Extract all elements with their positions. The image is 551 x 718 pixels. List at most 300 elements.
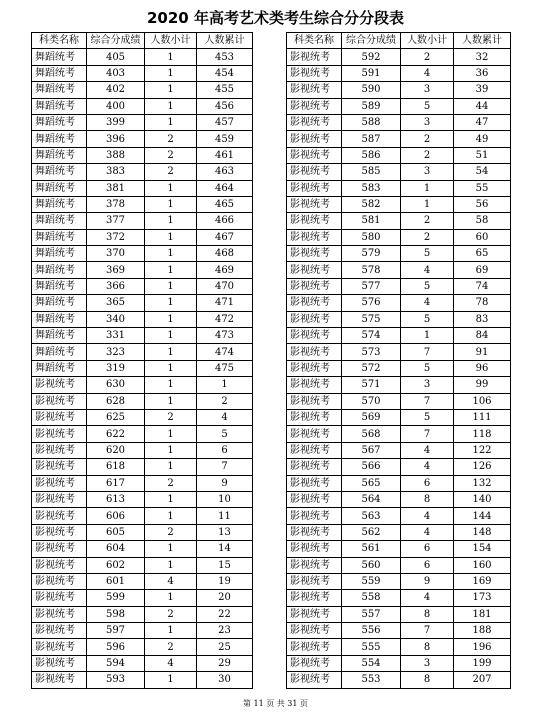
table-row bbox=[287, 328, 511, 344]
cell-cumulative: 466 bbox=[197, 213, 253, 229]
cell-category: 舞蹈统考 bbox=[32, 98, 87, 114]
cell-category: 舞蹈统考 bbox=[32, 278, 87, 294]
cell-category: 影视统考 bbox=[32, 491, 87, 507]
cell-category: 影视统考 bbox=[287, 246, 342, 262]
table-row bbox=[32, 541, 253, 557]
cell-count: 8 bbox=[401, 672, 454, 688]
cell-count: 6 bbox=[401, 541, 454, 557]
cell-category: 影视统考 bbox=[287, 442, 342, 458]
cell-category: 影视统考 bbox=[287, 590, 342, 606]
cell-cumulative: 15 bbox=[197, 557, 253, 573]
cell-cumulative: 56 bbox=[454, 196, 511, 212]
cell-category: 影视统考 bbox=[287, 49, 342, 65]
cell-score: 587 bbox=[342, 131, 401, 147]
cell-category: 影视统考 bbox=[287, 295, 342, 311]
table-row bbox=[287, 672, 511, 688]
cell-category: 影视统考 bbox=[32, 557, 87, 573]
cell-score: 323 bbox=[87, 344, 145, 360]
cell-count: 1 bbox=[145, 262, 197, 278]
cell-score: 581 bbox=[342, 213, 401, 229]
cell-cumulative: 461 bbox=[197, 147, 253, 163]
cell-count: 3 bbox=[401, 377, 454, 393]
cell-score: 580 bbox=[342, 229, 401, 245]
cell-count: 5 bbox=[401, 409, 454, 425]
cell-score: 589 bbox=[342, 98, 401, 114]
cell-cumulative: 36 bbox=[454, 65, 511, 81]
cell-score: 593 bbox=[87, 672, 145, 688]
cell-cumulative: 457 bbox=[197, 114, 253, 130]
cell-category: 影视统考 bbox=[287, 114, 342, 130]
table-row bbox=[32, 393, 253, 409]
cell-category: 影视统考 bbox=[32, 524, 87, 540]
table-row bbox=[32, 655, 253, 671]
table-row bbox=[287, 508, 511, 524]
cell-category: 影视统考 bbox=[32, 459, 87, 475]
cell-count: 4 bbox=[401, 590, 454, 606]
cell-score: 377 bbox=[87, 213, 145, 229]
cell-cumulative: 454 bbox=[197, 65, 253, 81]
cell-count: 2 bbox=[145, 164, 197, 180]
cell-category: 影视统考 bbox=[287, 147, 342, 163]
table-row bbox=[32, 360, 253, 376]
table-row bbox=[32, 557, 253, 573]
cell-cumulative: 148 bbox=[454, 524, 511, 540]
table-row bbox=[32, 442, 253, 458]
cell-category: 影视统考 bbox=[287, 65, 342, 81]
cell-cumulative: 111 bbox=[454, 409, 511, 425]
cell-cumulative: 22 bbox=[197, 606, 253, 622]
cell-category: 影视统考 bbox=[287, 229, 342, 245]
cell-cumulative: 44 bbox=[454, 98, 511, 114]
cell-cumulative: 118 bbox=[454, 426, 511, 442]
cell-cumulative: 456 bbox=[197, 98, 253, 114]
cell-count: 1 bbox=[145, 180, 197, 196]
table-row bbox=[32, 590, 253, 606]
cell-cumulative: 459 bbox=[197, 131, 253, 147]
cell-cumulative: 106 bbox=[454, 393, 511, 409]
cell-score: 562 bbox=[342, 524, 401, 540]
cell-cumulative: 468 bbox=[197, 246, 253, 262]
cell-cumulative: 173 bbox=[454, 590, 511, 606]
cell-score: 630 bbox=[87, 377, 145, 393]
cell-score: 601 bbox=[87, 573, 145, 589]
cell-category: 影视统考 bbox=[287, 213, 342, 229]
cell-score: 594 bbox=[87, 655, 145, 671]
table-row bbox=[287, 557, 511, 573]
cell-count: 1 bbox=[401, 328, 454, 344]
cell-score: 574 bbox=[342, 328, 401, 344]
cell-cumulative: 473 bbox=[197, 328, 253, 344]
cell-count: 5 bbox=[401, 246, 454, 262]
cell-score: 573 bbox=[342, 344, 401, 360]
table-row bbox=[287, 573, 511, 589]
score-table-left bbox=[31, 32, 253, 689]
cell-score: 576 bbox=[342, 295, 401, 311]
cell-category: 影视统考 bbox=[32, 508, 87, 524]
cell-count: 7 bbox=[401, 344, 454, 360]
cell-score: 365 bbox=[87, 295, 145, 311]
cell-count: 4 bbox=[145, 573, 197, 589]
table-row bbox=[32, 180, 253, 196]
cell-score: 554 bbox=[342, 655, 401, 671]
cell-count: 2 bbox=[401, 147, 454, 163]
cell-category: 舞蹈统考 bbox=[32, 82, 87, 98]
cell-score: 566 bbox=[342, 459, 401, 475]
cell-category: 影视统考 bbox=[287, 623, 342, 639]
cell-cumulative: 60 bbox=[454, 229, 511, 245]
cell-category: 影视统考 bbox=[32, 541, 87, 557]
cell-cumulative: 181 bbox=[454, 606, 511, 622]
cell-cumulative: 32 bbox=[454, 49, 511, 65]
cell-cumulative: 453 bbox=[197, 49, 253, 65]
cell-count: 1 bbox=[145, 557, 197, 573]
cell-cumulative: 74 bbox=[454, 278, 511, 294]
cell-category: 影视统考 bbox=[287, 409, 342, 425]
table-row bbox=[287, 459, 511, 475]
cell-category: 影视统考 bbox=[287, 491, 342, 507]
cell-category: 舞蹈统考 bbox=[32, 180, 87, 196]
table-row bbox=[287, 262, 511, 278]
cell-score: 319 bbox=[87, 360, 145, 376]
cell-score: 366 bbox=[87, 278, 145, 294]
cell-score: 591 bbox=[342, 65, 401, 81]
cell-score: 588 bbox=[342, 114, 401, 130]
table-row bbox=[32, 606, 253, 622]
cell-category: 舞蹈统考 bbox=[32, 246, 87, 262]
cell-score: 618 bbox=[87, 459, 145, 475]
cell-count: 1 bbox=[145, 114, 197, 130]
cell-score: 590 bbox=[342, 82, 401, 98]
cell-score: 405 bbox=[87, 49, 145, 65]
cell-count: 1 bbox=[145, 82, 197, 98]
cell-cumulative: 463 bbox=[197, 164, 253, 180]
cell-count: 9 bbox=[401, 573, 454, 589]
table-row bbox=[32, 524, 253, 540]
table-row bbox=[287, 180, 511, 196]
cell-category: 舞蹈统考 bbox=[32, 114, 87, 130]
cell-score: 561 bbox=[342, 541, 401, 557]
cell-cumulative: 69 bbox=[454, 262, 511, 278]
table-header-row bbox=[287, 33, 511, 49]
table-row bbox=[32, 475, 253, 491]
cell-cumulative: 13 bbox=[197, 524, 253, 540]
cell-category: 舞蹈统考 bbox=[32, 344, 87, 360]
cell-cumulative: 51 bbox=[454, 147, 511, 163]
cell-category: 影视统考 bbox=[287, 524, 342, 540]
table-row bbox=[32, 114, 253, 130]
cell-count: 7 bbox=[401, 426, 454, 442]
cell-count: 2 bbox=[145, 475, 197, 491]
cell-count: 6 bbox=[401, 475, 454, 491]
table-row bbox=[32, 246, 253, 262]
cell-cumulative: 10 bbox=[197, 491, 253, 507]
cell-count: 1 bbox=[145, 623, 197, 639]
cell-category: 影视统考 bbox=[287, 82, 342, 98]
cell-category: 影视统考 bbox=[32, 655, 87, 671]
cell-score: 583 bbox=[342, 180, 401, 196]
cell-cumulative: 49 bbox=[454, 131, 511, 147]
cell-cumulative: 207 bbox=[454, 672, 511, 688]
cell-cumulative: 99 bbox=[454, 377, 511, 393]
page-footer: 第 11 页 共 31 页 bbox=[242, 699, 309, 708]
cell-count: 5 bbox=[401, 360, 454, 376]
cell-count: 1 bbox=[145, 590, 197, 606]
table-row bbox=[287, 590, 511, 606]
cell-cumulative: 84 bbox=[454, 328, 511, 344]
cell-score: 570 bbox=[342, 393, 401, 409]
cell-count: 1 bbox=[145, 229, 197, 245]
table-header-row bbox=[32, 33, 253, 49]
table-row bbox=[32, 639, 253, 655]
cell-category: 影视统考 bbox=[287, 131, 342, 147]
cell-category: 影视统考 bbox=[32, 606, 87, 622]
cell-category: 舞蹈统考 bbox=[32, 213, 87, 229]
table-row bbox=[32, 377, 253, 393]
table-row bbox=[287, 655, 511, 671]
cell-score: 403 bbox=[87, 65, 145, 81]
cell-cumulative: 122 bbox=[454, 442, 511, 458]
cell-count: 4 bbox=[401, 508, 454, 524]
table-row bbox=[287, 147, 511, 163]
cell-category: 舞蹈统考 bbox=[32, 311, 87, 327]
cell-count: 1 bbox=[145, 541, 197, 557]
cell-cumulative: 96 bbox=[454, 360, 511, 376]
table-row bbox=[32, 229, 253, 245]
cell-count: 1 bbox=[145, 328, 197, 344]
table-row bbox=[32, 82, 253, 98]
cell-cumulative: 188 bbox=[454, 623, 511, 639]
cell-score: 598 bbox=[87, 606, 145, 622]
cell-category: 影视统考 bbox=[287, 98, 342, 114]
table-row bbox=[287, 524, 511, 540]
cell-count: 4 bbox=[401, 459, 454, 475]
cell-cumulative: 23 bbox=[197, 623, 253, 639]
cell-category: 影视统考 bbox=[32, 409, 87, 425]
table-row bbox=[32, 573, 253, 589]
cell-cumulative: 6 bbox=[197, 442, 253, 458]
cell-cumulative: 126 bbox=[454, 459, 511, 475]
table-row bbox=[287, 196, 511, 212]
table-row bbox=[287, 229, 511, 245]
cell-count: 1 bbox=[145, 393, 197, 409]
cell-category: 影视统考 bbox=[287, 164, 342, 180]
cell-category: 影视统考 bbox=[287, 508, 342, 524]
cell-category: 影视统考 bbox=[287, 262, 342, 278]
cell-count: 4 bbox=[401, 442, 454, 458]
table-row bbox=[32, 147, 253, 163]
cell-count: 7 bbox=[401, 623, 454, 639]
cell-category: 舞蹈统考 bbox=[32, 49, 87, 65]
cell-category: 影视统考 bbox=[287, 639, 342, 655]
cell-score: 604 bbox=[87, 541, 145, 557]
cell-count: 1 bbox=[145, 426, 197, 442]
table-row bbox=[287, 344, 511, 360]
cell-category: 影视统考 bbox=[32, 623, 87, 639]
cell-count: 5 bbox=[401, 311, 454, 327]
cell-cumulative: 91 bbox=[454, 344, 511, 360]
table-row bbox=[287, 311, 511, 327]
cell-count: 1 bbox=[145, 65, 197, 81]
cell-score: 578 bbox=[342, 262, 401, 278]
cell-cumulative: 19 bbox=[197, 573, 253, 589]
table-row bbox=[32, 328, 253, 344]
cell-category: 影视统考 bbox=[287, 196, 342, 212]
cell-cumulative: 475 bbox=[197, 360, 253, 376]
cell-category: 影视统考 bbox=[32, 442, 87, 458]
cell-count: 1 bbox=[145, 98, 197, 114]
cell-score: 558 bbox=[342, 590, 401, 606]
cell-score: 402 bbox=[87, 82, 145, 98]
table-row bbox=[32, 409, 253, 425]
cell-count: 1 bbox=[145, 491, 197, 507]
cell-score: 577 bbox=[342, 278, 401, 294]
table-row bbox=[32, 491, 253, 507]
cell-category: 舞蹈统考 bbox=[32, 147, 87, 163]
cell-count: 1 bbox=[145, 442, 197, 458]
table-row bbox=[287, 246, 511, 262]
cell-score: 388 bbox=[87, 147, 145, 163]
cell-count: 8 bbox=[401, 491, 454, 507]
cell-cumulative: 20 bbox=[197, 590, 253, 606]
cell-category: 影视统考 bbox=[287, 672, 342, 688]
cell-count: 3 bbox=[401, 655, 454, 671]
table-row bbox=[32, 131, 253, 147]
header-category: 科类名称 bbox=[32, 33, 87, 49]
cell-cumulative: 78 bbox=[454, 295, 511, 311]
cell-category: 影视统考 bbox=[287, 393, 342, 409]
cell-score: 571 bbox=[342, 377, 401, 393]
cell-count: 2 bbox=[145, 606, 197, 622]
cell-category: 舞蹈统考 bbox=[32, 65, 87, 81]
cell-category: 影视统考 bbox=[32, 639, 87, 655]
cell-count: 1 bbox=[145, 377, 197, 393]
cell-count: 1 bbox=[145, 196, 197, 212]
cell-category: 影视统考 bbox=[287, 557, 342, 573]
cell-score: 625 bbox=[87, 409, 145, 425]
cell-cumulative: 465 bbox=[197, 196, 253, 212]
cell-score: 383 bbox=[87, 164, 145, 180]
cell-count: 1 bbox=[145, 672, 197, 688]
cell-category: 舞蹈统考 bbox=[32, 328, 87, 344]
table-row bbox=[287, 623, 511, 639]
cell-cumulative: 4 bbox=[197, 409, 253, 425]
table-row bbox=[287, 491, 511, 507]
cell-score: 564 bbox=[342, 491, 401, 507]
table-row bbox=[32, 196, 253, 212]
cell-category: 影视统考 bbox=[287, 606, 342, 622]
header-cumulative: 人数累计 bbox=[454, 33, 511, 49]
cell-category: 影视统考 bbox=[287, 278, 342, 294]
cell-cumulative: 47 bbox=[454, 114, 511, 130]
table-row bbox=[32, 311, 253, 327]
table-row bbox=[287, 377, 511, 393]
cell-cumulative: 2 bbox=[197, 393, 253, 409]
table-row bbox=[287, 639, 511, 655]
cell-cumulative: 55 bbox=[454, 180, 511, 196]
cell-category: 影视统考 bbox=[32, 590, 87, 606]
table-row bbox=[287, 393, 511, 409]
cell-category: 影视统考 bbox=[287, 344, 342, 360]
cell-count: 6 bbox=[401, 557, 454, 573]
cell-count: 7 bbox=[401, 393, 454, 409]
cell-category: 影视统考 bbox=[287, 655, 342, 671]
table-row bbox=[32, 459, 253, 475]
table-row bbox=[287, 442, 511, 458]
table-row bbox=[32, 672, 253, 688]
cell-score: 565 bbox=[342, 475, 401, 491]
table-row bbox=[287, 82, 511, 98]
table-row bbox=[32, 262, 253, 278]
cell-cumulative: 5 bbox=[197, 426, 253, 442]
cell-cumulative: 7 bbox=[197, 459, 253, 475]
cell-category: 影视统考 bbox=[32, 377, 87, 393]
cell-count: 1 bbox=[145, 360, 197, 376]
table-row bbox=[32, 426, 253, 442]
table-row bbox=[287, 475, 511, 491]
cell-count: 3 bbox=[401, 114, 454, 130]
table-row bbox=[32, 295, 253, 311]
table-row bbox=[32, 98, 253, 114]
cell-cumulative: 58 bbox=[454, 213, 511, 229]
cell-score: 372 bbox=[87, 229, 145, 245]
cell-score: 556 bbox=[342, 623, 401, 639]
cell-count: 4 bbox=[401, 65, 454, 81]
cell-score: 369 bbox=[87, 262, 145, 278]
cell-score: 340 bbox=[87, 311, 145, 327]
table-row bbox=[287, 606, 511, 622]
cell-count: 2 bbox=[145, 147, 197, 163]
cell-score: 579 bbox=[342, 246, 401, 262]
header-count: 人数小计 bbox=[401, 33, 454, 49]
cell-category: 影视统考 bbox=[32, 672, 87, 688]
cell-category: 影视统考 bbox=[287, 311, 342, 327]
cell-score: 331 bbox=[87, 328, 145, 344]
cell-score: 599 bbox=[87, 590, 145, 606]
cell-cumulative: 472 bbox=[197, 311, 253, 327]
cell-score: 606 bbox=[87, 508, 145, 524]
cell-count: 1 bbox=[145, 295, 197, 311]
cell-cumulative: 30 bbox=[197, 672, 253, 688]
cell-count: 3 bbox=[401, 164, 454, 180]
table-row bbox=[287, 426, 511, 442]
cell-cumulative: 469 bbox=[197, 262, 253, 278]
cell-category: 影视统考 bbox=[287, 360, 342, 376]
cell-category: 影视统考 bbox=[287, 459, 342, 475]
cell-score: 620 bbox=[87, 442, 145, 458]
cell-count: 2 bbox=[145, 524, 197, 540]
cell-score: 622 bbox=[87, 426, 145, 442]
table-row bbox=[287, 98, 511, 114]
cell-score: 592 bbox=[342, 49, 401, 65]
cell-score: 602 bbox=[87, 557, 145, 573]
cell-score: 586 bbox=[342, 147, 401, 163]
cell-category: 舞蹈统考 bbox=[32, 262, 87, 278]
cell-count: 2 bbox=[401, 229, 454, 245]
cell-score: 575 bbox=[342, 311, 401, 327]
cell-category: 影视统考 bbox=[32, 573, 87, 589]
table-row bbox=[287, 213, 511, 229]
cell-category: 舞蹈统考 bbox=[32, 229, 87, 245]
cell-cumulative: 14 bbox=[197, 541, 253, 557]
table-row bbox=[287, 114, 511, 130]
table-row bbox=[287, 360, 511, 376]
cell-score: 568 bbox=[342, 426, 401, 442]
cell-category: 影视统考 bbox=[32, 426, 87, 442]
cell-score: 597 bbox=[87, 623, 145, 639]
header-score: 综合分成绩 bbox=[87, 33, 145, 49]
cell-score: 553 bbox=[342, 672, 401, 688]
table-row bbox=[287, 131, 511, 147]
